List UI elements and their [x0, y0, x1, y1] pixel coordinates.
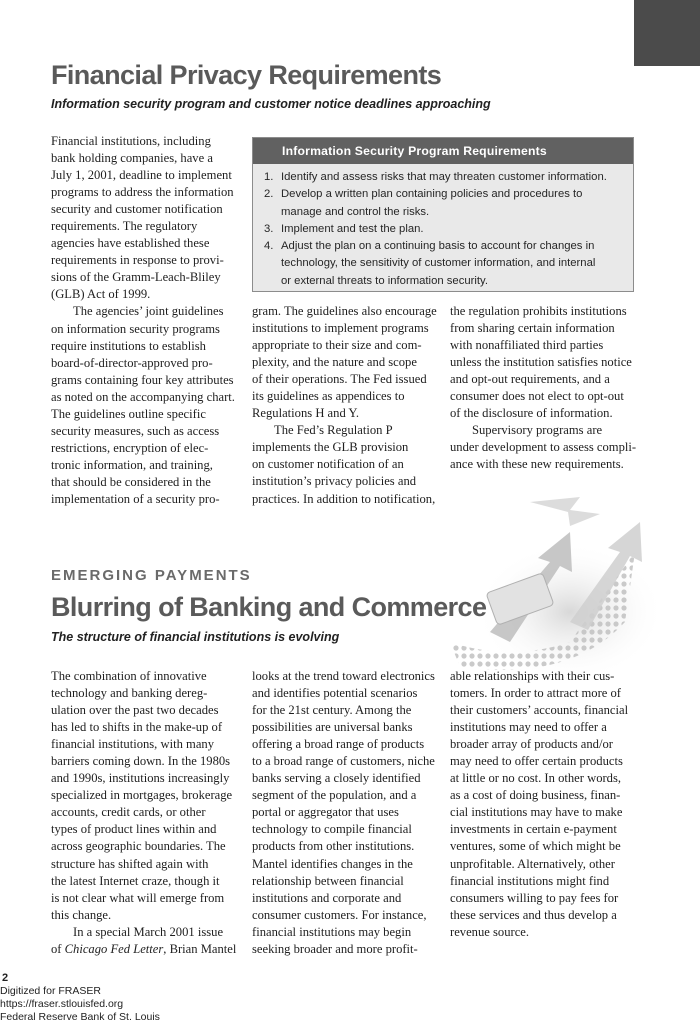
paragraph: looks at the trend toward electronics and identifies potential scenarios for the 21st century. Among the possibilities are universal banks offering a broad range of products to a broad range of customers, niche banks serving a closely identified segment of the population, and a portal or aggregator that uses technology to compile financial products from other institutions. Mantel identifies changes in the relationship between financial institutions and corporate and consumer customers. For instance, financial institutions may begin seeking broader and more profit-	[252, 669, 435, 956]
security-requirements-box	[252, 137, 634, 292]
e-payment-arrows-illustration	[420, 492, 660, 688]
article-title-blurring: Blurring of Banking and Commerce	[51, 592, 487, 622]
blurring-column-1	[51, 668, 241, 958]
article-subtitle-blurring: The structure of financial institutions is evolving	[51, 630, 340, 644]
paragraph: The Fed’s Regulation P implements the GLB provision on customer notification of an institution’s privacy policies and practices. In addition to notification,	[252, 423, 436, 506]
box-title: Information Security Program Requirements	[253, 138, 633, 164]
footer-line: Federal Reserve Bank of St. Louis	[0, 1011, 160, 1023]
paragraph: gram. The guidelines also encourage institutions to implement programs appropriate to their size and com- plexity, and the nature and scope of their operations. The Fed issued its guidelines as appendices to Regulations H and Y.	[252, 304, 437, 421]
privacy-column-3	[450, 303, 636, 473]
paragraph: Supervisory programs are under development to assess compli- ance with these new requirements.	[450, 423, 637, 472]
paragraph: In a special March 2001 issue of Chicago Fed Letter, Brian Mantel	[51, 924, 237, 956]
footer-line: Digitized for FRASER	[0, 985, 101, 997]
section-kicker: EMERGING PAYMENTS	[51, 567, 252, 584]
corner-tab	[634, 0, 700, 66]
page-number: 2	[2, 972, 9, 984]
blurring-column-2	[252, 668, 440, 958]
blurring-column-3	[450, 668, 636, 941]
article-subtitle-privacy: Information security program and customer notice deadlines approaching	[51, 97, 491, 111]
footer-link[interactable]: https://fraser.stlouisfed.org	[0, 998, 124, 1010]
paragraph: able relationships with their cus- tomers. In order to attract more of their customers’ accounts, financial institutions may need to offer a broader array of products and/or may need to offer certain products at little or no cost. In other words, as a cost of doing business, finan- cial institutions may have to make investments in certain e-payment ventures, some of which might be unprofitable. Alternatively, other financial institutions might find consumers willing to pay fees for these services and thus develop a revenue source.	[450, 669, 629, 939]
list-item: 1. Identify and assess risks that may threaten customer information.	[264, 171, 607, 183]
article-title-privacy: Financial Privacy Requirements	[51, 60, 442, 90]
list-item: 4. Adjust the plan on a continuing basis to account for changes in technology, the sensitivity of customer information, and internal or external threats to information security.	[264, 240, 596, 287]
requirements-list	[253, 164, 633, 290]
publication-title: Chicago Fed Letter	[64, 941, 164, 956]
privacy-column-1	[51, 133, 241, 508]
paragraph: The agencies’ joint guidelines on information security programs require institutions to establish board-of-director-approved pro- grams containing four key attributes as noted on the accompanying chart. The guidelines outline specific security measures, such as access restrictions, encryption of elec- tronic information, and training, that should be considered in the implementation of a security pro-	[51, 304, 235, 506]
privacy-column-2	[252, 303, 440, 508]
paragraph: the regulation prohibits institutions from sharing certain information with nonaffiliated third parties unless the institution satisfies notice and opt-out requirements, and a consumer does not elect to opt-out of the disclosure of information.	[450, 304, 632, 421]
list-item: 3. Implement and test the plan.	[264, 222, 424, 235]
paragraph: Financial institutions, including bank holding companies, have a July 1, 2001, deadline to implement programs to address the information security and customer notification requirements. The regulatory agencies have established these requirements in response to provi- sions of the Gramm-Leach-Bliley (GLB) Act of 1999.	[51, 134, 234, 302]
list-item: 2. Develop a written plan containing policies and procedures to manage and control the risks.	[264, 188, 583, 218]
paragraph: The combination of innovative technology and banking dereg- ulation over the past two decades has led to shifts in the make-up of financial institutions, with many barriers coming down. In the 1980s and 1990s, institutions increasingly specialized in mortgages, brokerage accounts, credit cards, or other types of product lines within and across geographic boundaries. The structure has shifted again with the latest Internet craze, though it is not clear what will emerge from this change.	[51, 669, 233, 922]
fraser-footer	[0, 985, 160, 1024]
